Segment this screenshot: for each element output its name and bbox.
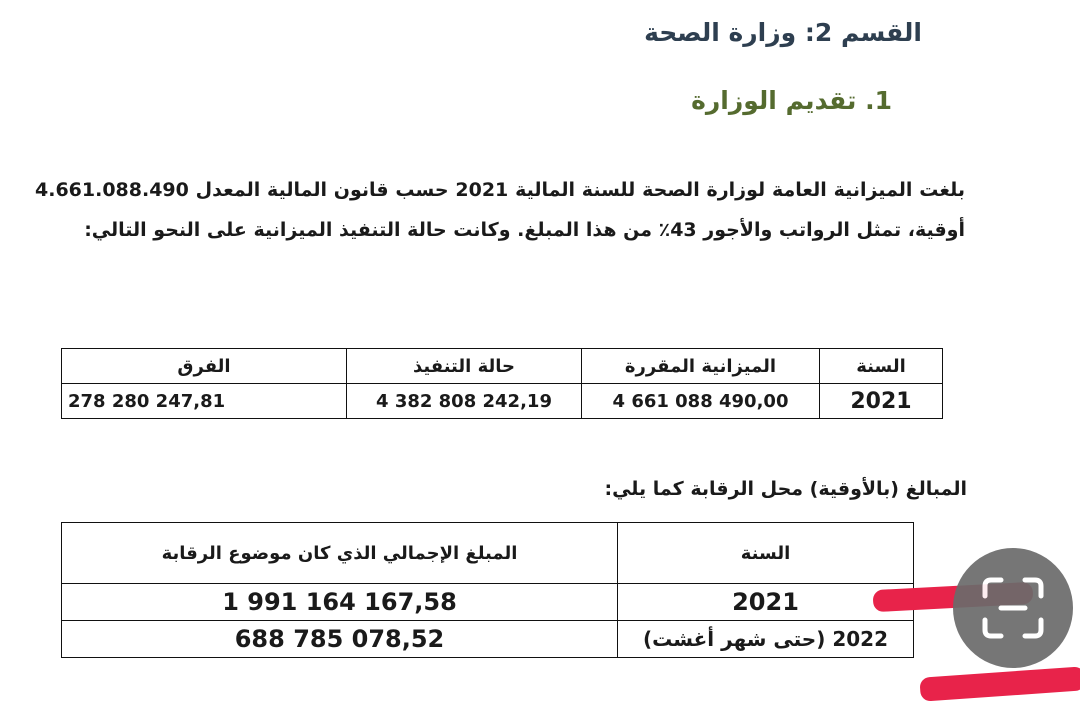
cell-difference: 278 280 247,81 [62,384,347,419]
table-row [62,384,943,419]
column-header-approved-budget: الميزانية المقررة [582,349,820,384]
cell-total-amount: 1 991 164 167,58 [62,584,618,621]
cell-year: 2022 (حتى شهر أغشت) [618,621,914,658]
cell-year: 2021 [618,584,914,621]
text-scan-icon [981,576,1045,640]
column-header-year: السنة [820,349,943,384]
controlled-amounts-table [61,522,914,658]
budget-execution-table [61,348,943,419]
column-header-year: السنة [618,523,914,584]
cell-approved-budget: 4 661 088 490,00 [582,384,820,419]
table-header-row [62,523,914,584]
subsection-title: 1. تقديم الوزارة [691,86,892,115]
section-title: القسم 2: وزارة الصحة [644,18,922,47]
column-header-total-amount: المبلغ الإجمالي الذي كان موضوع الرقابة [62,523,618,584]
column-header-difference: الفرق [62,349,347,384]
column-header-execution-status: حالة التنفيذ [347,349,582,384]
cell-execution-status: 4 382 808 242,19 [347,384,582,419]
cell-year: 2021 [820,384,943,419]
table-row [62,621,914,658]
text-scan-button[interactable] [953,548,1073,668]
table-row [62,584,914,621]
budget-paragraph: بلغت الميزانية العامة لوزارة الصحة للسنة المالية 2021 حسب قانون المالية المعدل 4.661.088.490 أوقية، تمثل الرواتب والأجور 43٪ من هذا المبلغ. وكانت حالة التنفيذ الميزانية على النحو التالي: [35,179,965,241]
control-amounts-label: المبالغ (بالأوقية) محل الرقابة كما يلي: [604,478,967,500]
table-header-row [62,349,943,384]
highlight-stroke [919,666,1080,701]
cell-total-amount: 688 785 078,52 [62,621,618,658]
